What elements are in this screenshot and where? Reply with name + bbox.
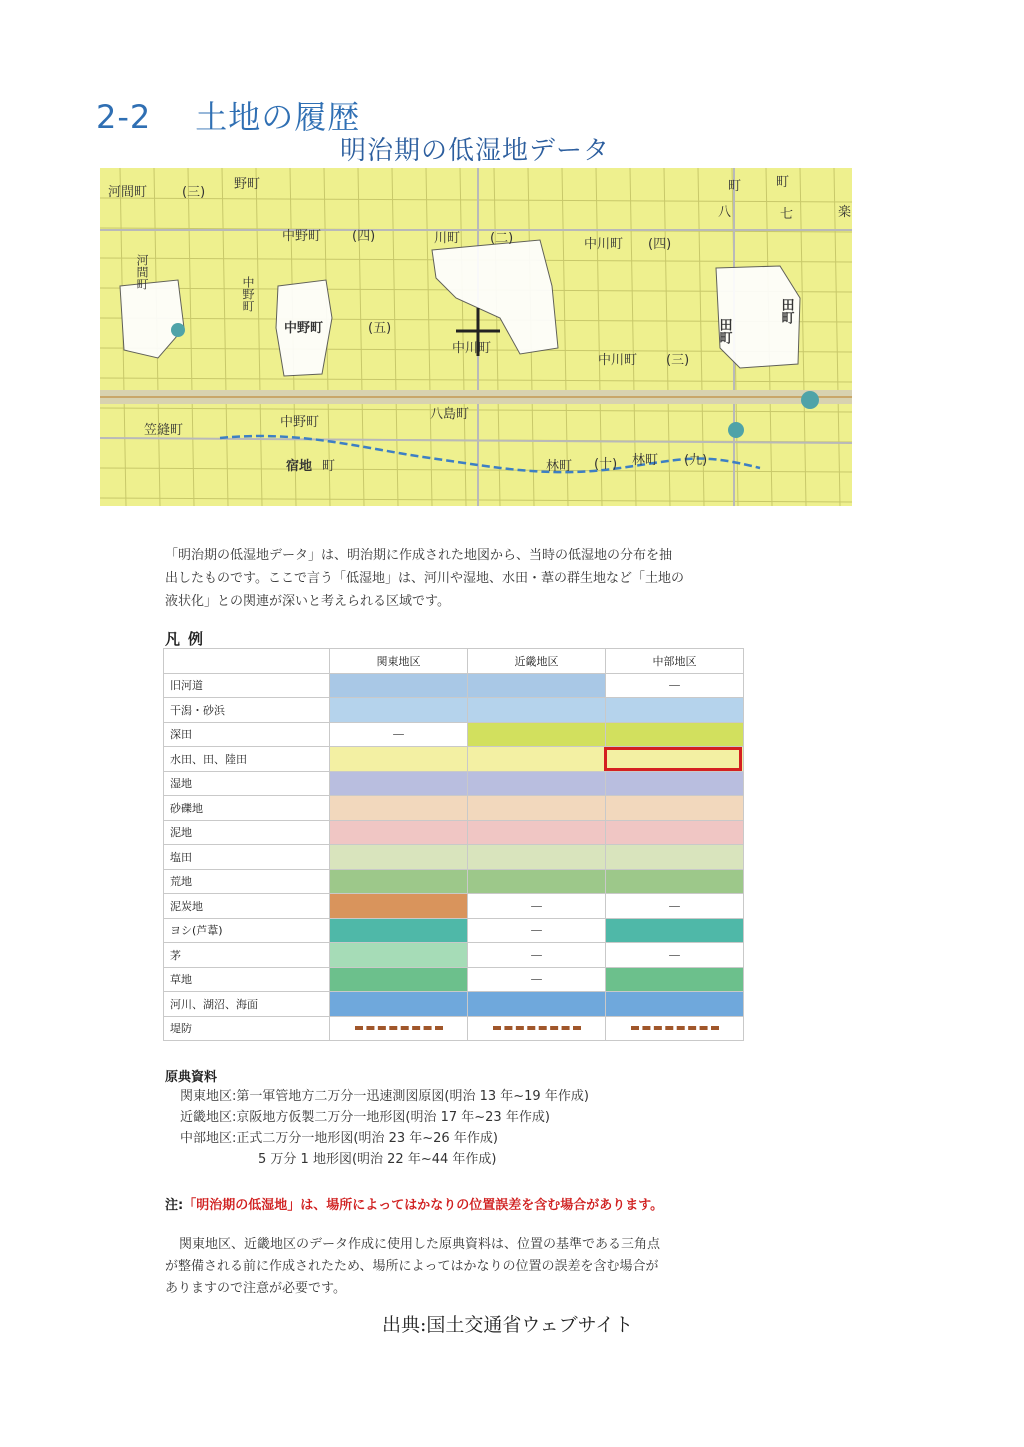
legend-row-label: 砂礫地 xyxy=(164,796,330,821)
caution-line: 関東地区、近畿地区のデータ作成に使用した原典資料は、位置の基準である三角点 xyxy=(179,1237,661,1252)
legend-swatch xyxy=(330,820,468,845)
legend-row-label: 干潟・砂浜 xyxy=(164,698,330,723)
legend-swatch xyxy=(606,698,744,723)
legend-swatch xyxy=(330,845,468,870)
legend-not-applicable xyxy=(468,894,606,919)
dash-mark: — xyxy=(530,898,543,913)
map-label: 河間町 xyxy=(108,185,148,200)
legend-swatch xyxy=(468,673,606,698)
legend-swatch xyxy=(468,820,606,845)
dash-mark: — xyxy=(668,678,681,693)
sources-title: 原典資料 xyxy=(165,1070,218,1085)
legend-swatch xyxy=(606,722,744,747)
legend-swatch xyxy=(330,796,468,821)
legend-row xyxy=(164,796,744,821)
legend-row-label: 河川、湖沼、海面 xyxy=(164,992,330,1017)
legend-swatch xyxy=(330,894,468,919)
legend-swatch xyxy=(606,820,744,845)
legend-row xyxy=(164,918,744,943)
map-label: 野町 xyxy=(234,177,261,192)
map-label: (九) xyxy=(684,453,708,468)
legend-not-applicable xyxy=(468,943,606,968)
legend-swatch xyxy=(468,796,606,821)
dash-mark: — xyxy=(530,947,543,962)
legend-row xyxy=(164,869,744,894)
legend-swatch xyxy=(330,771,468,796)
caution-line: ありますので注意が必要です。 xyxy=(165,1281,346,1296)
map-label: 中川町 xyxy=(598,353,638,368)
legend-row xyxy=(164,771,744,796)
map-label: (五) xyxy=(368,321,392,336)
note-text: 「明治期の低湿地」は、場所によってはかなりの位置誤差を含む場合があります。 xyxy=(183,1198,664,1213)
legend-swatch xyxy=(330,747,468,772)
map-label: 八島町 xyxy=(430,407,470,422)
legend-swatch xyxy=(606,967,744,992)
legend-swatch xyxy=(606,992,744,1017)
legend-row-label: 深田 xyxy=(164,722,330,747)
map-label: 町 xyxy=(776,175,790,190)
section-title-text: 土地の履歴 xyxy=(195,98,361,136)
map-label: 宿地 xyxy=(286,459,313,474)
legend-row xyxy=(164,894,744,919)
intro-paragraph xyxy=(165,544,755,613)
legend-not-applicable xyxy=(468,967,606,992)
map-label: (四) xyxy=(648,237,672,252)
map-label: 林町 xyxy=(632,453,659,468)
legend-swatch xyxy=(468,722,606,747)
map-label: 八 xyxy=(718,205,732,220)
legend-header-kanto: 関東地区 xyxy=(330,649,468,674)
legend-swatch xyxy=(468,747,606,772)
map-label: 中川町 xyxy=(452,341,492,356)
legend-swatch xyxy=(468,869,606,894)
map-label: 七 xyxy=(780,207,794,222)
legend-row xyxy=(164,943,744,968)
legend-swatch xyxy=(468,845,606,870)
map-label: 川町 xyxy=(434,231,461,246)
section-number: 2-2 xyxy=(96,98,152,136)
legend-row-label: 荒地 xyxy=(164,869,330,894)
levee-dash-line xyxy=(631,1026,719,1030)
dash-mark: — xyxy=(392,727,405,742)
legend-row-label: 草地 xyxy=(164,967,330,992)
legend-row-label: 旧河道 xyxy=(164,673,330,698)
legend-title: 凡例 xyxy=(165,630,212,648)
dash-mark: — xyxy=(530,972,543,987)
map-label: 林町 xyxy=(546,459,573,474)
legend-swatch xyxy=(606,869,744,894)
legend-swatch xyxy=(606,845,744,870)
legend-row xyxy=(164,845,744,870)
map-label: 中野町 xyxy=(280,415,320,430)
levee-dash-line xyxy=(493,1026,581,1030)
legend-row-label: 泥地 xyxy=(164,820,330,845)
legend-row xyxy=(164,1016,744,1041)
source-line-chubu: 中部地区:正式二万分一地形図(明治 23 年~26 年作成) xyxy=(180,1131,498,1146)
legend-header-chubu: 中部地区 xyxy=(606,649,744,674)
legend-swatch xyxy=(330,992,468,1017)
legend-header-row xyxy=(164,649,744,674)
caution-line: が整備される前に作成されたため、場所によってはかなりの位置の誤差を含む場合が xyxy=(165,1259,659,1274)
legend-rows xyxy=(164,673,744,1041)
source-line-kinki: 近畿地区:京阪地方仮製二万分一地形図(明治 17 年~23 年作成) xyxy=(180,1110,550,1125)
map-label: 田町 xyxy=(778,298,794,324)
legend-row-label: 湿地 xyxy=(164,771,330,796)
map-label: (二) xyxy=(490,231,514,246)
legend-row-label: 水田、田、陸田 xyxy=(164,747,330,772)
legend-row xyxy=(164,673,744,698)
map-label: (四) xyxy=(352,229,376,244)
legend-swatch xyxy=(606,796,744,821)
map-label: 楽 xyxy=(838,205,852,220)
legend-swatch-levee xyxy=(606,1016,744,1041)
intro-line: 出したものです。ここで言う「低湿地」は、河川や湿地、水田・葦の群生地など「土地の xyxy=(165,571,684,586)
legend-row xyxy=(164,967,744,992)
legend-swatch xyxy=(330,698,468,723)
legend-swatch xyxy=(468,771,606,796)
section-title xyxy=(96,92,360,138)
map-label: 町 xyxy=(728,179,742,194)
legend-header-kinki: 近畿地区 xyxy=(468,649,606,674)
dash-mark: — xyxy=(668,898,681,913)
map-label: 河間町 xyxy=(135,254,149,290)
legend-row-label: ヨシ(芦葦) xyxy=(164,918,330,943)
page-subtitle: 明治期の低湿地データ xyxy=(340,136,611,166)
legend-swatch xyxy=(330,967,468,992)
legend-not-applicable xyxy=(468,918,606,943)
meiji-lowland-map xyxy=(100,168,852,506)
legend-swatch xyxy=(606,771,744,796)
map-label: (十) xyxy=(594,457,618,472)
highlight-box xyxy=(604,747,742,771)
legend-table xyxy=(163,648,744,1041)
source-credit: 出典:国土交通省ウェブサイト xyxy=(382,1314,634,1336)
legend-not-applicable xyxy=(606,943,744,968)
legend-row xyxy=(164,722,744,747)
legend-header-empty xyxy=(164,649,330,674)
note-prefix: 注: xyxy=(165,1198,184,1213)
dash-mark: — xyxy=(530,923,543,938)
intro-line: 液状化」との関連が深いと考えられる区域です。 xyxy=(165,594,450,609)
legend-swatch xyxy=(330,869,468,894)
map-label: (三) xyxy=(666,353,690,368)
legend-swatch xyxy=(606,918,744,943)
legend-swatch xyxy=(330,918,468,943)
legend-swatch xyxy=(330,673,468,698)
warning-note xyxy=(165,1194,663,1213)
levee-dash-line xyxy=(355,1026,443,1030)
map-label: 笠縫町 xyxy=(144,423,184,438)
intro-line: 「明治期の低湿地データ」は、明治期に作成された地図から、当時の低湿地の分布を抽 xyxy=(165,548,673,563)
legend-swatch xyxy=(330,943,468,968)
map-label: 中野町 xyxy=(282,229,322,244)
map-label: 中野町 xyxy=(284,321,324,336)
legend-swatch-levee xyxy=(330,1016,468,1041)
legend-swatch xyxy=(468,992,606,1017)
legend-swatch-levee xyxy=(468,1016,606,1041)
map-label: 中野町 xyxy=(241,276,255,312)
map-label: 中川町 xyxy=(584,237,624,252)
legend-row-label: 泥炭地 xyxy=(164,894,330,919)
legend-not-applicable xyxy=(330,722,468,747)
legend-row-label: 塩田 xyxy=(164,845,330,870)
legend-not-applicable xyxy=(606,673,744,698)
legend-row xyxy=(164,698,744,723)
source-line-kanto: 関東地区:第一軍管地方二万分一迅速測図原図(明治 13 年~19 年作成) xyxy=(180,1089,589,1104)
legend-swatch xyxy=(468,698,606,723)
legend-row-label: 堤防 xyxy=(164,1016,330,1041)
map-label: (三) xyxy=(182,185,206,200)
legend-row xyxy=(164,820,744,845)
legend-not-applicable xyxy=(606,894,744,919)
caution-paragraph xyxy=(165,1234,755,1300)
dash-mark: — xyxy=(668,947,681,962)
map-label: 町 xyxy=(322,459,336,474)
source-line-chubu-2: 5 万分 1 地形図(明治 22 年~44 年作成) xyxy=(258,1152,497,1167)
legend-row-label: 茅 xyxy=(164,943,330,968)
map-label: 田町 xyxy=(716,318,732,344)
legend-row xyxy=(164,992,744,1017)
